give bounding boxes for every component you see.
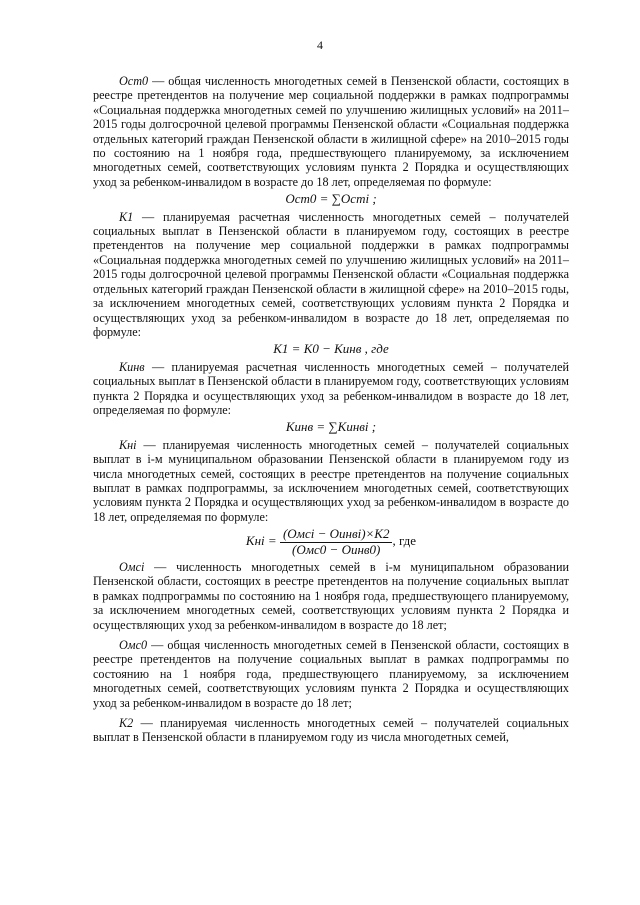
symbol-k2: K2 bbox=[119, 716, 134, 731]
symbol-k1: K1 bbox=[119, 209, 134, 224]
formula-suffix: , где bbox=[392, 533, 417, 549]
paragraph-text: — планируемая численность многодетных семей – получателей социальных выплат в Пензенской области в планируемом году из числа многодетных семей, bbox=[93, 716, 569, 745]
paragraph-text: — планируемая расчетная численность многодетных семей – получателей социальных выплат в Пензенской области в планируемом году, состоящих в реестре претендентов на получение мер социальной поддержки в рамках подпрограммы «Социальная поддержка многодетных семей по улучшению жилищных условий» на 2011–2015 годы долгосрочной целевой программы Пензенской области «Социальная поддержка отдельных категорий граждан Пензенской области в жилищной сфере» на 2010–2015 годы, за исключением многодетных семей, соответствующих условиям пункта 2 Порядка и осуществляющих уход за ребенком-инвалидом в возрасте до 18 лет, определяемая по формуле: bbox=[93, 209, 569, 339]
paragraph-text: — общая численность многодетных семей в Пензенской области, состоящих в реестре претендентов на получение мер социальной поддержки в рамках подпрограммы «Социальная поддержка многодетных семей по улучшению жилищных условий» на 2011–2015 годы долгосрочной целевой программы Пензенской области «Социальная поддержка отдельных категорий граждан Пензенской области в жилищной сфере» на 2010–2015 годы по состоянию на 1 ноября года, предшествующего планируемому, за исключением многодетных семей, соответствующих условиям пункта 2 Порядка и осуществляющих уход за ребенком-инвалидом в возрасте до 18 лет, определяемая по формуле: bbox=[93, 74, 569, 189]
formula-k1: K1 = K0 − Kинв , где bbox=[273, 341, 389, 357]
page-number: 4 bbox=[317, 38, 323, 52]
paragraph-text: — общая численность многодетных семей в Пензенской области, состоящих в реестре претендентов на получение социальных выплат в рамках подпрограммы по состоянию на 1 ноября года, предшествующего планируемому, за исключением многодетных семей, соответствующих условиям пункта 2 Порядка и осуществляющих уход за ребенком-инвалидом в возрасте до 18 лет; bbox=[93, 638, 569, 710]
symbol-ost0: Oст0 bbox=[119, 74, 149, 88]
formula-kinv: Kинв = ∑Kинвi ; bbox=[285, 419, 377, 435]
paragraph-text: — планируемая расчетная численность многодетных семей – получателей социальных выплат в Пензенской области в планируемом году, соответствующих условиям пункта 2 Порядка и осуществляющих уход за ребенком-инвалидом в возрасте до 18 лет, определяемая по формуле: bbox=[93, 359, 570, 417]
paragraph-k2 bbox=[93, 716, 569, 745]
document-body bbox=[93, 74, 569, 745]
paragraph-k1 bbox=[93, 210, 569, 340]
fraction bbox=[280, 527, 393, 557]
symbol-kinv: Kинв bbox=[119, 359, 145, 374]
formula-lhs: Kнi = bbox=[245, 533, 277, 549]
paragraph-kni bbox=[93, 438, 569, 524]
paragraph-ost0 bbox=[93, 74, 569, 189]
formula-kni bbox=[93, 527, 569, 557]
paragraph-kinv bbox=[93, 360, 569, 418]
symbol-kni: Kнi bbox=[119, 437, 137, 452]
symbol-omsi: Oмсi bbox=[119, 560, 145, 574]
formula-ost0: Oст0 = ∑Oстi ; bbox=[285, 191, 377, 207]
paragraph-text: — численность многодетных семей в i-м муниципальном образовании Пензенской области, состоящих в реестре претендентов на получение социальных выплат в рамках подпрограммы по состоянию на 1 ноября года, предшествующего планируемому, за исключением многодетных семей, соответствующих условиям пункта 2 Порядка и осуществляющих уход за ребенком-инвалидом в возрасте до 18 лет; bbox=[93, 560, 569, 632]
paragraph-text: — планируемая численность многодетных семей – получателей социальных выплат в i-м муниципальном образовании Пензенской области в планируемом году из числа многодетных семей, состоящих в реестре претендентов на получение социальных выплат в рамках подпрограммы, за исключением многодетных семей, соответствующих условиям пункта 2 Порядка и осуществляющих уход за ребенком-инвалидом в возрасте до 18 лет, определяемая по формуле: bbox=[93, 437, 569, 524]
symbol-oms0: Oмс0 bbox=[119, 638, 148, 653]
paragraph-oms0 bbox=[93, 638, 569, 710]
fraction-denominator: (Oмс0 − Oинв0) bbox=[292, 541, 381, 557]
paragraph-omsi bbox=[93, 560, 569, 632]
fraction-numerator: (Oмсi − Oинвi)×K2 bbox=[280, 527, 393, 542]
